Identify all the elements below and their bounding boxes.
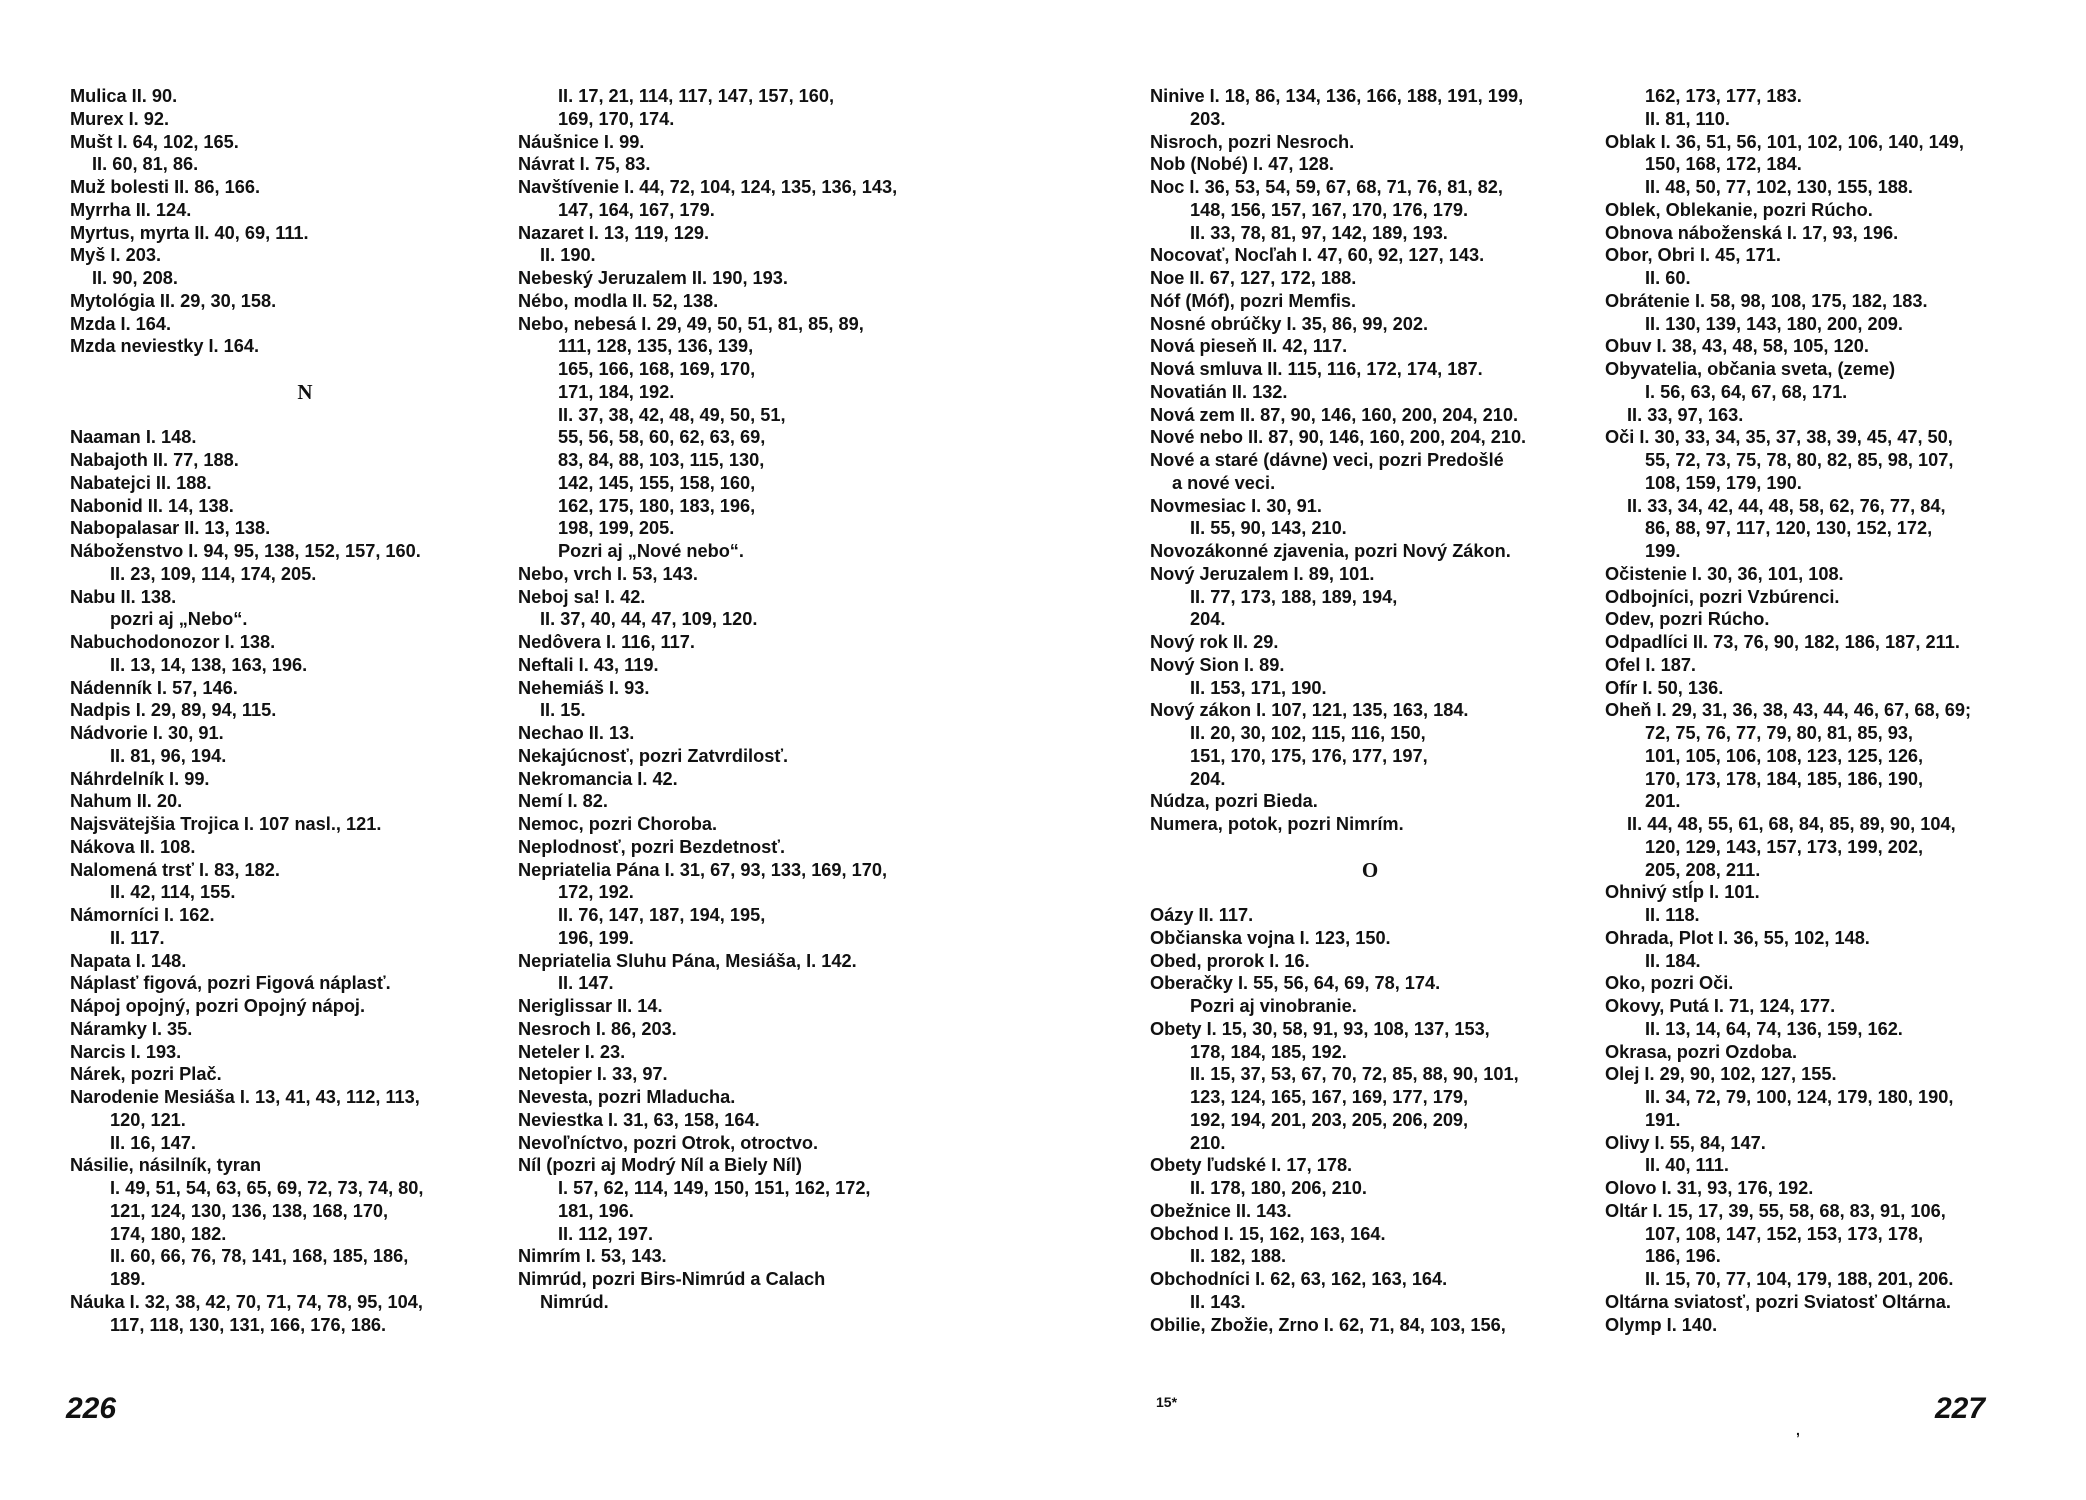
index-entry-line: Odev, pozri Rúcho.: [1605, 609, 1770, 630]
index-entry-line: Neteler I. 23.: [518, 1041, 626, 1062]
index-entry-line: Núdza, pozri Bieda.: [1150, 791, 1318, 812]
index-entry-line: 117, 118, 130, 131, 166, 176, 186.: [110, 1314, 387, 1335]
index-entry-line: Nebo, nebesá I. 29, 49, 50, 51, 81, 85, 89,: [518, 313, 864, 334]
index-entry-line: Novatián II. 132.: [1150, 381, 1288, 402]
index-entry-line: Okrasa, pozri Ozdoba.: [1605, 1041, 1798, 1062]
index-entry-line: I. 56, 63, 64, 67, 68, 171.: [1645, 381, 1848, 402]
index-entry-line: Nákova II. 108.: [70, 836, 196, 857]
index-entry-line: Očistenie I. 30, 36, 101, 108.: [1605, 563, 1844, 584]
index-entry-line: 148, 156, 157, 167, 170, 176, 179.: [1190, 199, 1469, 220]
index-column-2: [518, 85, 958, 1314]
index-entry-line: Obor, Obri I. 45, 171.: [1605, 245, 1781, 266]
index-entry-line: 151, 170, 175, 176, 177, 197,: [1190, 745, 1428, 766]
index-entry-line: Numera, potok, pozri Nimrím.: [1150, 814, 1404, 834]
index-entry-line: II. 90, 208.: [92, 268, 178, 288]
index-entry-line: 198, 199, 205.: [558, 518, 675, 539]
index-entry-line: II. 33, 97, 163.: [1627, 404, 1744, 425]
index-entry-line: Nevesta, pozri Mladucha.: [518, 1087, 736, 1107]
index-entry-line: Nový Jeruzalem I. 89, 101.: [1150, 563, 1375, 584]
index-entry-line: 178, 184, 185, 192.: [1190, 1041, 1347, 1062]
index-entry-line: Ofel I. 187.: [1605, 654, 1696, 675]
index-entry-line: 169, 170, 174.: [558, 108, 675, 129]
index-entry-line: Obežnice II. 143.: [1150, 1200, 1292, 1221]
index-entry-line: Mulica II. 90.: [70, 86, 178, 106]
index-entry-line: Oblek, Oblekanie, pozri Rúcho.: [1605, 199, 1873, 220]
index-entry-line: 203.: [1190, 108, 1226, 129]
index-entry-line: II. 117.: [110, 927, 165, 948]
index-entry-line: II. 184.: [1645, 950, 1701, 971]
index-entry-line: II. 60.: [1645, 268, 1691, 288]
index-entry-line: Násilie, násilník, tyran: [70, 1155, 262, 1176]
index-entry-line: Novozákonné zjavenia, pozri Nový Zákon.: [1150, 541, 1511, 561]
index-entry-line: II. 34, 72, 79, 100, 124, 179, 180, 190,: [1645, 1087, 1954, 1107]
index-entry-line: II. 13, 14, 64, 74, 136, 159, 162.: [1645, 1018, 1903, 1039]
index-entry-line: Obety ľudské I. 17, 178.: [1150, 1155, 1353, 1176]
index-entry-line: Oblak I. 36, 51, 56, 101, 102, 106, 140, 149,: [1605, 131, 1964, 152]
index-entry-line: pozri aj „Nebo“.: [110, 609, 248, 630]
index-entry-line: 171, 184, 192.: [558, 381, 675, 402]
index-entry-line: 111, 128, 135, 136, 139,: [558, 336, 754, 357]
index-entry-line: Obety I. 15, 30, 58, 91, 93, 108, 137, 153,: [1150, 1018, 1490, 1039]
index-entry-line: II. 33, 34, 42, 44, 48, 58, 62, 76, 77, 84,: [1627, 495, 1946, 516]
index-entry-line: Nazaret I. 13, 119, 129.: [518, 222, 710, 243]
spacer: [1150, 881, 1590, 904]
index-entry-line: II. 33, 78, 81, 97, 142, 189, 193.: [1190, 222, 1448, 243]
index-entry-line: Návrat I. 75, 83.: [518, 154, 651, 175]
index-entry-line: II. 153, 171, 190.: [1190, 677, 1327, 698]
index-entry-line: Oltár I. 15, 17, 39, 55, 58, 68, 83, 91, 106,: [1605, 1200, 1946, 1221]
index-entry-line: 150, 168, 172, 184.: [1645, 154, 1802, 175]
index-entry-line: II. 15, 37, 53, 67, 70, 72, 85, 88, 90, 101,: [1190, 1064, 1519, 1085]
index-entry-line: II. 190.: [540, 245, 596, 266]
index-entry-line: Neplodnosť, pozri Bezdetnosť.: [518, 836, 786, 857]
index-entry-line: Neboj sa! I. 42.: [518, 586, 646, 607]
index-entry-line: Obchodníci I. 62, 63, 162, 163, 164.: [1150, 1269, 1448, 1289]
index-entry-line: II. 37, 38, 42, 48, 49, 50, 51,: [558, 404, 786, 425]
index-entry-line: Občianska vojna I. 123, 150.: [1150, 927, 1391, 948]
index-entry-line: Nový Sion I. 89.: [1150, 654, 1285, 675]
index-column-3: [1150, 85, 1590, 1336]
index-entry-line: Oko, pozri Oči.: [1605, 973, 1734, 994]
index-entry-line: 120, 121.: [110, 1109, 186, 1130]
index-entry-line: II. 15, 70, 77, 104, 179, 188, 201, 206.: [1645, 1269, 1954, 1289]
index-entry-line: Nová smluva II. 115, 116, 172, 174, 187.: [1150, 359, 1483, 379]
index-entry-line: II. 16, 147.: [110, 1132, 196, 1153]
index-entry-line: 162, 173, 177, 183.: [1645, 86, 1802, 106]
index-entry-line: Obilie, Zbožie, Zrno I. 62, 71, 84, 103, 156,: [1150, 1314, 1506, 1335]
index-entry-line: Olivy I. 55, 84, 147.: [1605, 1132, 1766, 1153]
index-entry-line: 147, 164, 167, 179.: [558, 199, 715, 220]
index-entry-line: Neftali I. 43, 119.: [518, 654, 659, 675]
index-entry-line: 107, 108, 147, 152, 153, 173, 178,: [1645, 1223, 1924, 1244]
index-entry-line: II. 17, 21, 114, 117, 147, 157, 160,: [558, 86, 835, 106]
index-entry-line: 199.: [1645, 541, 1681, 561]
index-entry-line: Netopier I. 33, 97.: [518, 1064, 668, 1085]
index-entry-line: 165, 166, 168, 169, 170,: [558, 359, 756, 379]
index-entry-line: Nocovať, Nocľah I. 47, 60, 92, 127, 143.: [1150, 245, 1485, 266]
index-entry-line: Nosné obrúčky I. 35, 86, 99, 202.: [1150, 313, 1429, 334]
index-entry-line: 120, 129, 143, 157, 173, 199, 202,: [1645, 836, 1924, 857]
index-entry-line: II. 44, 48, 55, 61, 68, 84, 85, 89, 90, 104,: [1627, 814, 1956, 834]
index-entry-line: 210.: [1190, 1132, 1226, 1153]
index-entry-line: Obed, prorok I. 16.: [1150, 950, 1310, 971]
index-entry-line: II. 60, 66, 76, 78, 141, 168, 185, 186,: [110, 1246, 409, 1267]
index-entry-line: Nekajúcnosť, pozri Zatvrdilosť.: [518, 745, 789, 766]
index-entry-line: Oltárna sviatosť, pozri Sviatosť Oltárna.: [1605, 1291, 1951, 1312]
index-entry-line: Nové nebo II. 87, 90, 146, 160, 200, 204, 210.: [1150, 427, 1527, 448]
index-entry-line: 172, 192.: [558, 882, 634, 903]
index-entry-line: Nabu II. 138.: [70, 586, 177, 607]
index-entry-line: Nahum II. 20.: [70, 791, 183, 812]
index-entry-line: II. 143.: [1190, 1291, 1246, 1312]
index-entry-line: Nápoj opojný, pozri Opojný nápoj.: [70, 996, 366, 1016]
index-entry-line: Nová zem II. 87, 90, 146, 160, 200, 204, 210.: [1150, 404, 1519, 425]
index-entry-line: Neviestka I. 31, 63, 158, 164.: [518, 1109, 760, 1130]
index-entry-line: Oázy II. 117.: [1150, 905, 1254, 925]
index-entry-line: 86, 88, 97, 117, 120, 130, 152, 172,: [1645, 518, 1933, 539]
footer-signature-mark: 15*: [1156, 1394, 1178, 1410]
index-entry-line: II. 48, 50, 77, 102, 130, 155, 188.: [1645, 177, 1913, 197]
index-entry-line: Nechao II. 13.: [518, 723, 635, 743]
index-entry-line: II. 182, 188.: [1190, 1246, 1287, 1267]
index-entry-line: 123, 124, 165, 167, 169, 177, 179,: [1190, 1087, 1469, 1107]
index-entry-line: 204.: [1190, 768, 1226, 789]
index-entry-line: 192, 194, 201, 203, 205, 206, 209,: [1190, 1109, 1469, 1130]
index-entry-line: Pozri aj „Nové nebo“.: [558, 541, 744, 561]
index-entry-line: II. 130, 139, 143, 180, 200, 209.: [1645, 313, 1903, 334]
index-entry-line: Pozri aj vinobranie.: [1190, 996, 1357, 1016]
page-number-right: 227: [1935, 1392, 1986, 1425]
index-entry-line: Nemoc, pozri Choroba.: [518, 814, 718, 834]
index-entry-line: Noc I. 36, 53, 54, 59, 67, 68, 71, 76, 81, 82,: [1150, 177, 1503, 197]
index-entry-line: Náplasť figová, pozri Figová náplasť.: [70, 973, 391, 994]
index-entry-line: Mytológia II. 29, 30, 158.: [70, 290, 277, 311]
index-entry-line: Nabonid II. 14, 138.: [70, 495, 234, 516]
index-entry-line: Náhrdelník I. 99.: [70, 768, 210, 789]
index-entry-line: II. 15.: [540, 700, 586, 721]
index-entry-line: Nob (Nobé) I. 47, 128.: [1150, 154, 1334, 175]
index-entry-line: Mušt I. 64, 102, 165.: [70, 131, 239, 152]
index-entry-line: a nové veci.: [1172, 472, 1276, 493]
stray-mark: ,: [1796, 1422, 1800, 1438]
index-entry-line: 108, 159, 179, 190.: [1645, 472, 1802, 493]
index-entry-line: 191.: [1645, 1109, 1681, 1130]
index-entry-line: Obnova náboženská I. 17, 93, 196.: [1605, 222, 1899, 243]
index-entry-line: 181, 196.: [558, 1200, 634, 1221]
index-entry-line: 204.: [1190, 609, 1226, 630]
index-entry-line: Ohnivý stĺp I. 101.: [1605, 882, 1760, 903]
index-entry-line: Naaman I. 148.: [70, 427, 197, 448]
index-entry-line: Nový zákon I. 107, 121, 135, 163, 184.: [1150, 700, 1469, 721]
index-entry-line: Nádenník I. 57, 146.: [70, 677, 238, 698]
index-entry-line: II. 178, 180, 206, 210.: [1190, 1178, 1367, 1198]
index-entry-line: II. 112, 197.: [558, 1223, 654, 1244]
index-entry-line: Nalomená trsť I. 83, 182.: [70, 859, 280, 880]
index-entry-line: Nabatejci II. 188.: [70, 472, 212, 493]
index-entry-line: Neriglissar II. 14.: [518, 996, 663, 1016]
index-entry-line: Náboženstvo I. 94, 95, 138, 152, 157, 160.: [70, 541, 421, 561]
index-entry-line: Nekromancia I. 42.: [518, 768, 678, 789]
index-entry-line: I. 49, 51, 54, 63, 65, 69, 72, 73, 74, 80,: [110, 1178, 424, 1198]
index-entry-line: Navštívenie I. 44, 72, 104, 124, 135, 136, 143,: [518, 177, 898, 197]
index-entry-line: Nebeský Jeruzalem II. 190, 193.: [518, 268, 788, 288]
index-entry-line: Myrtus, myrta II. 40, 69, 111.: [70, 222, 309, 243]
spacer: [70, 404, 540, 427]
index-entry-line: II. 23, 109, 114, 174, 205.: [110, 563, 317, 584]
index-entry-line: II. 55, 90, 143, 210.: [1190, 518, 1347, 539]
index-entry-line: II. 76, 147, 187, 194, 195,: [558, 905, 766, 925]
index-entry-line: Nová pieseň II. 42, 117.: [1150, 336, 1348, 357]
index-entry-line: Nabopalasar II. 13, 138.: [70, 518, 271, 539]
index-entry-line: Obuv I. 38, 43, 48, 58, 105, 120.: [1605, 336, 1869, 357]
index-column-4: [1605, 85, 2045, 1336]
index-entry-line: Oči I. 30, 33, 34, 35, 37, 38, 39, 45, 47, 50,: [1605, 427, 1953, 448]
index-entry-line: I. 57, 62, 114, 149, 150, 151, 162, 172,: [558, 1178, 871, 1198]
index-entry-line: Nevoľníctvo, pozri Otrok, otroctvo.: [518, 1132, 819, 1153]
index-entry-line: II. 42, 114, 155.: [110, 882, 236, 903]
index-entry-line: Nimrúd, pozri Birs-Nimrúd a Calach: [518, 1269, 826, 1289]
index-entry-line: Níl (pozri aj Modrý Níl a Biely Níl): [518, 1155, 802, 1176]
index-entry-line: Nimrím I. 53, 143.: [518, 1246, 667, 1267]
index-entry-line: Olej I. 29, 90, 102, 127, 155.: [1605, 1064, 1837, 1085]
index-entry-line: II. 81, 110.: [1645, 108, 1730, 129]
page-number-left: 226: [66, 1392, 117, 1425]
index-entry-line: 196, 199.: [558, 927, 634, 948]
index-entry-line: 101, 105, 106, 108, 123, 125, 126,: [1645, 745, 1924, 766]
index-entry-line: Nebo, vrch I. 53, 143.: [518, 563, 698, 584]
index-entry-line: Ohrada, Plot I. 36, 55, 102, 148.: [1605, 927, 1870, 948]
index-entry-line: 121, 124, 130, 136, 138, 168, 170,: [110, 1200, 389, 1221]
index-entry-line: Nemí I. 82.: [518, 791, 608, 812]
index-entry-line: II. 60, 81, 86.: [92, 154, 199, 175]
index-entry-line: Novmesiac I. 30, 91.: [1150, 495, 1322, 516]
index-entry-line: Obrátenie I. 58, 98, 108, 175, 182, 183.: [1605, 290, 1928, 311]
index-entry-line: Námorníci I. 162.: [70, 905, 215, 925]
index-entry-line: Obyvatelia, občania sveta, (zeme): [1605, 359, 1896, 379]
index-entry-line: Odpadlíci II. 73, 76, 90, 182, 186, 187, 211.: [1605, 632, 1960, 652]
index-entry-line: Narodenie Mesiáša I. 13, 41, 43, 112, 113,: [70, 1087, 420, 1107]
spacer: [1150, 836, 1590, 859]
index-entry-line: Náuka I. 32, 38, 42, 70, 71, 74, 78, 95, 104,: [70, 1291, 423, 1312]
index-entry-line: Myrrha II. 124.: [70, 199, 192, 220]
index-entry-line: Nepriatelia Sluhu Pána, Mesiáša, I. 142.: [518, 950, 857, 971]
index-entry-line: Okovy, Putá I. 71, 124, 177.: [1605, 996, 1836, 1016]
index-entry-line: Murex I. 92.: [70, 108, 170, 129]
index-entry-line: 142, 145, 155, 158, 160,: [558, 472, 756, 493]
index-entry-line: Nabajoth II. 77, 188.: [70, 450, 239, 470]
index-entry-line: Náramky I. 35.: [70, 1018, 193, 1039]
index-entry-line: Napata I. 148.: [70, 950, 187, 971]
index-entry-line: Noe II. 67, 127, 172, 188.: [1150, 268, 1357, 288]
index-entry-line: Mzda I. 164.: [70, 313, 172, 334]
index-entry-line: Mzda neviestky I. 164.: [70, 336, 260, 357]
index-entry-line: Muž bolesti II. 86, 166.: [70, 177, 261, 197]
index-entry-line: Oheň I. 29, 31, 36, 38, 43, 44, 46, 67, 68, 69;: [1605, 700, 1972, 721]
index-entry-line: Nesroch I. 86, 203.: [518, 1018, 677, 1039]
index-entry-line: II. 37, 40, 44, 47, 109, 120.: [540, 609, 758, 630]
index-entry-line: Olymp I. 140.: [1605, 1314, 1718, 1335]
index-entry-line: Nabuchodonozor I. 138.: [70, 632, 276, 652]
index-entry-line: Odbojníci, pozri Vzbúrenci.: [1605, 586, 1840, 607]
index-entry-line: 83, 84, 88, 103, 115, 130,: [558, 450, 765, 470]
index-entry-line: Najsvätejšia Trojica I. 107 nasl., 121.: [70, 814, 382, 834]
index-entry-line: Nádvorie I. 30, 91.: [70, 723, 224, 743]
index-entry-line: 55, 56, 58, 60, 62, 63, 69,: [558, 427, 766, 448]
index-entry-line: II. 77, 173, 188, 189, 194,: [1190, 586, 1398, 607]
index-entry-line: Nisroch, pozri Nesroch.: [1150, 131, 1355, 152]
index-entry-line: 170, 173, 178, 184, 185, 186, 190,: [1645, 768, 1924, 789]
index-entry-line: Oberačky I. 55, 56, 64, 69, 78, 174.: [1150, 973, 1441, 994]
index-column-1: [70, 85, 540, 1336]
index-entry-line: Myš I. 203.: [70, 245, 161, 266]
index-entry-line: Ninive I. 18, 86, 134, 136, 166, 188, 191, 199,: [1150, 86, 1524, 106]
index-entry-line: Nóf (Móf), pozri Memfis.: [1150, 290, 1357, 311]
index-entry-line: II. 147.: [558, 973, 614, 994]
index-entry-line: Obchod I. 15, 162, 163, 164.: [1150, 1223, 1386, 1244]
index-entry-line: 174, 180, 182.: [110, 1223, 227, 1244]
index-entry-line: Nové a staré (dávne) veci, pozri Predošlé: [1150, 450, 1504, 470]
index-entry-line: 205, 208, 211.: [1645, 859, 1761, 880]
index-entry-line: Nébo, modla II. 52, 138.: [518, 290, 719, 311]
index-entry-line: II. 20, 30, 102, 115, 116, 150,: [1190, 723, 1426, 743]
index-entry-line: Náušnice I. 99.: [518, 131, 645, 152]
index-entry-line: 189.: [110, 1269, 146, 1289]
index-entry-line: Olovo I. 31, 93, 176, 192.: [1605, 1178, 1814, 1198]
index-entry-line: Nepriatelia Pána I. 31, 67, 93, 133, 169, 170,: [518, 859, 888, 880]
index-entry-line: II. 118.: [1645, 905, 1700, 925]
index-entry-line: 72, 75, 76, 77, 79, 80, 81, 85, 93,: [1645, 723, 1913, 743]
index-entry-line: Nehemiáš I. 93.: [518, 677, 650, 698]
index-entry-line: Narcis I. 193.: [70, 1041, 182, 1062]
section-letter-heading: O: [1361, 857, 1379, 882]
index-entry-line: Nový rok II. 29.: [1150, 632, 1279, 652]
index-entry-line: 162, 175, 180, 183, 196,: [558, 495, 756, 516]
index-entry-line: Nedôvera I. 116, 117.: [518, 632, 695, 652]
index-entry-line: II. 40, 111.: [1645, 1155, 1729, 1176]
index-entry-line: 186, 196.: [1645, 1246, 1721, 1267]
section-letter-heading: N: [297, 379, 313, 404]
index-entry-line: Ofír I. 50, 136.: [1605, 677, 1724, 698]
spacer: [70, 358, 540, 381]
index-entry-line: Nimrúd.: [540, 1291, 609, 1312]
index-entry-line: II. 13, 14, 138, 163, 196.: [110, 654, 308, 675]
index-entry-line: II. 81, 96, 194.: [110, 745, 227, 766]
index-entry-line: 55, 72, 73, 75, 78, 80, 82, 85, 98, 107,: [1645, 450, 1954, 470]
index-entry-line: 201.: [1645, 791, 1681, 812]
index-entry-line: Nadpis I. 29, 89, 94, 115.: [70, 700, 277, 721]
index-entry-line: Nárek, pozri Plač.: [70, 1064, 222, 1085]
